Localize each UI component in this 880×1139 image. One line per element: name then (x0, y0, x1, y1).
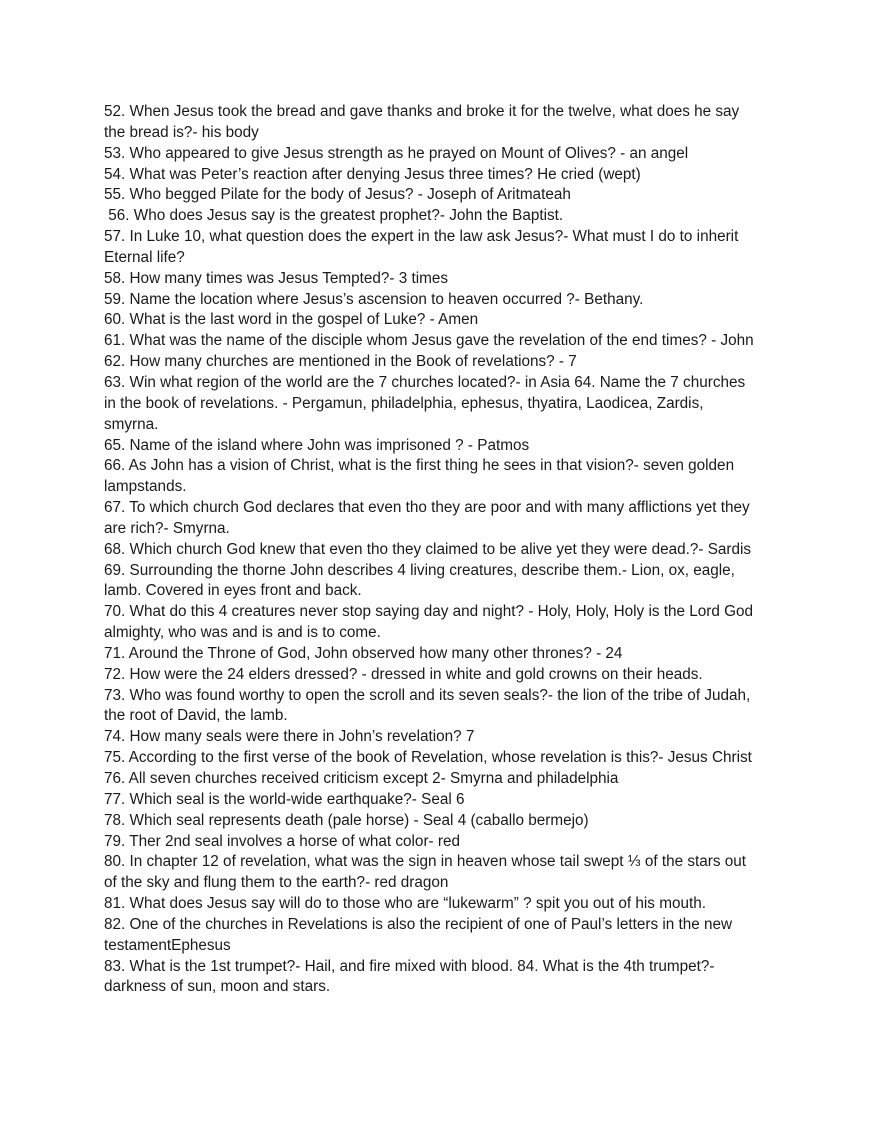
text-line: Eternal life? (104, 248, 185, 266)
text-line: 68. Which church God knew that even tho they claimed to be alive yet they were dead.?- Sardis (104, 540, 752, 558)
text-line: in the book of revelations. - Pergamun, philadelphia, ephesus, thyatira, Laodicea, Zardis, (104, 394, 704, 412)
text-line: 63. Win what region of the world are the 7 churches located?- in Asia 64. Name the 7 churches (104, 373, 746, 391)
text-line: the bread is?- his body (104, 123, 259, 141)
text-line: 78. Which seal represents death (pale horse) - Seal 4 (caballo bermejo) (104, 811, 589, 829)
text-line: smyrna. (104, 415, 159, 433)
text-line: 54. What was Peter’s reaction after denying Jesus three times? He cried (wept) (104, 165, 641, 183)
text-line: 77. Which seal is the world-wide earthquake?- Seal 6 (104, 790, 465, 808)
text-line: 79. Ther 2nd seal involves a horse of what color- red (104, 832, 460, 850)
text-line: 52. When Jesus took the bread and gave thanks and broke it for the twelve, what does he say (104, 103, 740, 120)
text-line: 55. Who begged Pilate for the body of Jesus? - Joseph of Aritmateah (104, 186, 571, 204)
text-line: 62. How many churches are mentioned in the Book of revelations? - 7 (104, 353, 577, 371)
text-line: 56. Who does Jesus say is the greatest prophet?- John the Baptist. (104, 207, 564, 225)
text-line: 71. Around the Throne of God, John observed how many other thrones? - 24 (104, 644, 623, 662)
document-body (104, 102, 784, 998)
text-line: 59. Name the location where Jesus’s ascension to heaven occurred ?- Bethany. (104, 290, 644, 308)
text-line: are rich?- Smyrna. (104, 519, 230, 537)
text-line: lamb. Covered in eyes front and back. (104, 582, 362, 600)
text-line: 81. What does Jesus say will do to those who are “lukewarm” ? spit you out of his mouth. (104, 895, 706, 913)
text-line: 66. As John has a vision of Christ, what is the first thing he sees in that vision?- seven golden (104, 457, 735, 475)
text-line: 74. How many seals were there in John’s revelation? 7 (104, 728, 475, 746)
text-line: 60. What is the last word in the gospel of Luke? - Amen (104, 311, 479, 329)
text-line: 75. According to the first verse of the book of Revelation, whose revelation is this?- Jesus Christ (104, 749, 752, 767)
text-line: testamentEphesus (104, 936, 231, 954)
text-line: the root of David, the lamb. (104, 707, 288, 725)
text-line: 80. In chapter 12 of revelation, what was the sign in heaven whose tail swept ⅓ of the stars out (104, 853, 746, 871)
text-line: 69. Surrounding the thorne John describes 4 living creatures, describe them.- Lion, ox, eagle, (104, 561, 735, 579)
text-line: 70. What do this 4 creatures never stop saying day and night? - Holy, Holy, Holy is the Lord God (104, 603, 754, 621)
text-line: almighty, who was and is and is to come. (104, 624, 381, 642)
text-line: 53. Who appeared to give Jesus strength as he prayed on Mount of Olives? - an angel (104, 144, 689, 162)
text-line: 82. One of the churches in Revelations is also the recipient of one of Paul’s letters in the new (104, 915, 733, 933)
text-line: 58. How many times was Jesus Tempted?- 3 times (104, 269, 449, 287)
text-line: 61. What was the name of the disciple whom Jesus gave the revelation of the end times? - John (104, 332, 754, 350)
text-line: of the sky and flung them to the earth?- red dragon (104, 874, 449, 892)
text-line: 67. To which church God declares that even tho they are poor and with many afflictions yet they (104, 499, 750, 517)
text-line: 65. Name of the island where John was imprisoned ? - Patmos (104, 436, 530, 454)
text-line: lampstands. (104, 478, 187, 496)
text-line: 76. All seven churches received criticism except 2- Smyrna and philadelphia (104, 770, 619, 787)
text-line: 73. Who was found worthy to open the scroll and its seven seals?- the lion of the tribe of Judah, (104, 686, 751, 704)
text-line: 83. What is the 1st trumpet?- Hail, and fire mixed with blood. 84. What is the 4th trumpet?- (104, 957, 715, 975)
text-line: 72. How were the 24 elders dressed? - dressed in white and gold crowns on their heads. (104, 665, 703, 683)
text-line: darkness of sun, moon and stars. (104, 978, 331, 996)
text-line: 57. In Luke 10, what question does the expert in the law ask Jesus?- What must I do to inherit (104, 228, 739, 246)
